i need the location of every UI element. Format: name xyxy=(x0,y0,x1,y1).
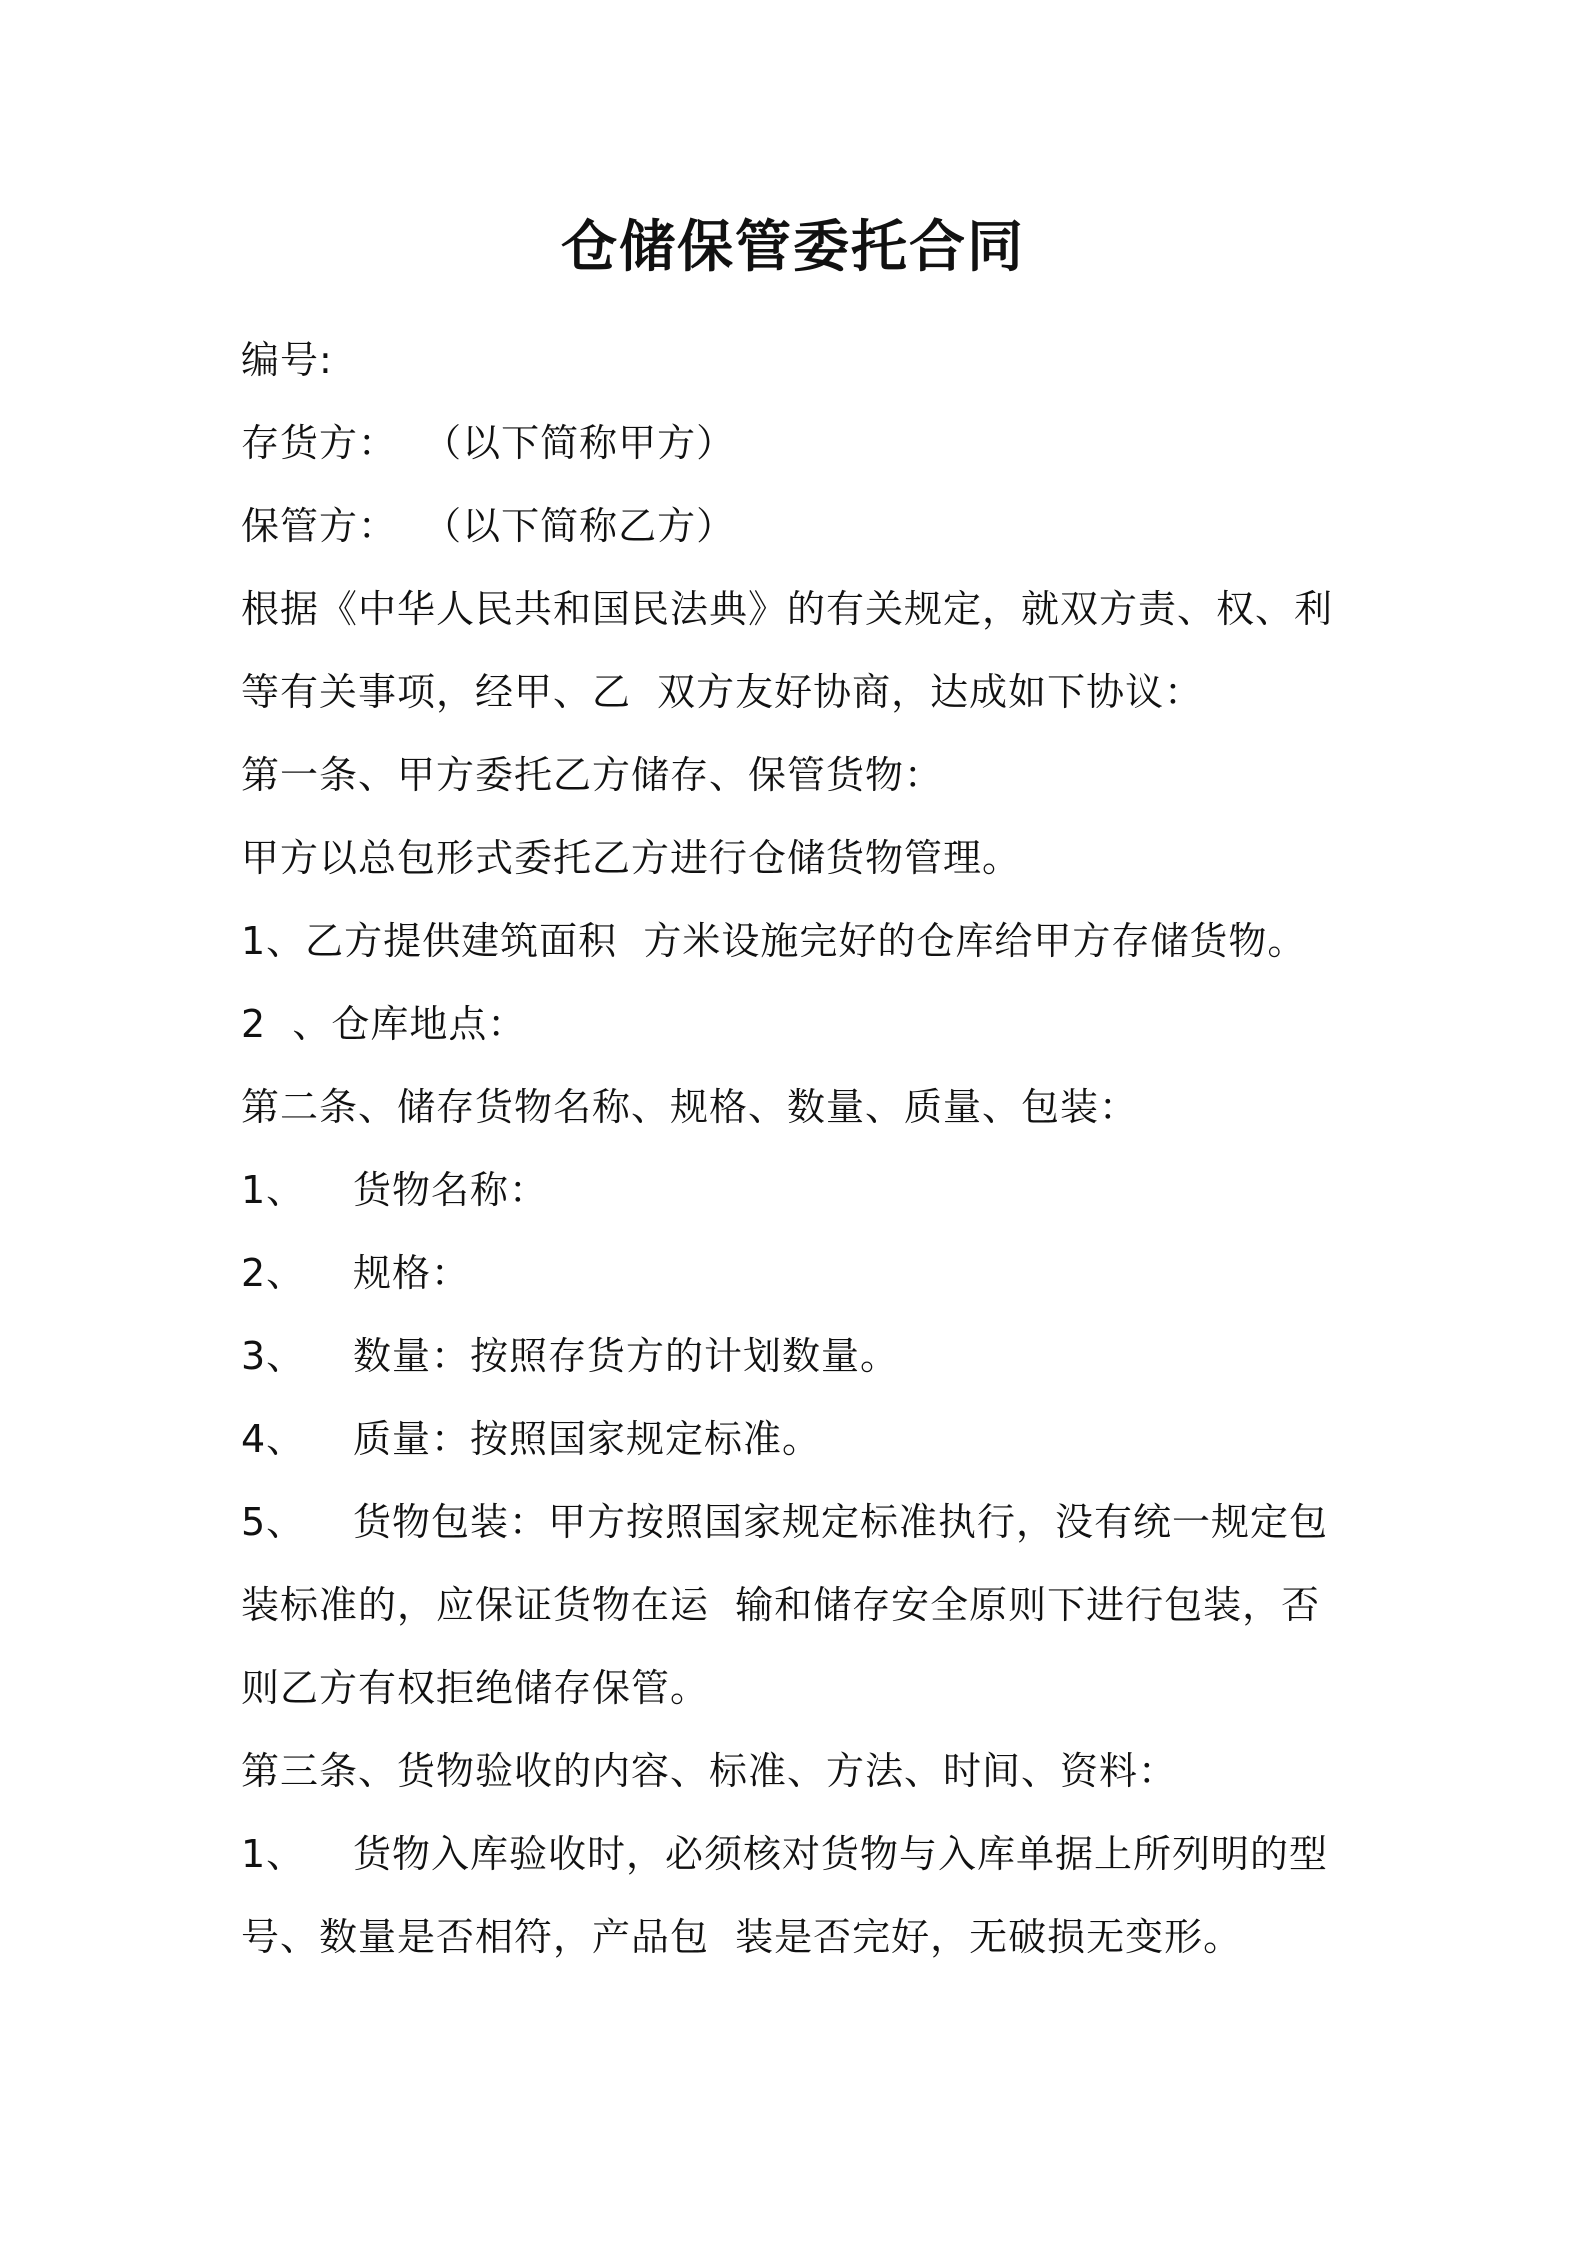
article-2-heading: 第二条、储存货物名称、规格、数量、质量、包装： xyxy=(241,1085,1139,1129)
preamble-line-2: 等有关事项，经甲、乙 双方友好协商，达成如下协议： xyxy=(241,670,1204,714)
list-item-number: 1、 xyxy=(241,1168,306,1212)
article-1-clause-1: 1、乙方提供建筑面积 方米设施完好的仓库给甲方存储货物。 xyxy=(241,919,1307,963)
list-item xyxy=(241,1162,548,1218)
preamble-line-1: 根据《中华人民共和国民法典》的有关规定，就双方责、权、利 xyxy=(241,587,1334,631)
list-item-number: 1、 xyxy=(241,1832,306,1876)
list-item-text: 质量：按照国家规定标准。 xyxy=(353,1417,822,1461)
custodian-line: 保管方： （以下简称乙方） xyxy=(241,504,736,548)
article-1-body: 甲方以总包形式委托乙方进行仓储货物管理。 xyxy=(241,836,1022,880)
list-item-number: 2、 xyxy=(241,1251,306,1295)
list-item-text: 货物名称： xyxy=(353,1168,549,1212)
list-item-number: 4、 xyxy=(241,1417,306,1461)
depositor-line: 存货方： （以下简称甲方） xyxy=(241,421,736,465)
article-1-heading: 第一条、甲方委托乙方储存、保管货物： xyxy=(241,753,944,797)
inspection-continuation: 号、数量是否相符，产品包 装是否完好，无破损无变形。 xyxy=(241,1915,1243,1959)
document-title: 仓储保管委托合同 xyxy=(561,215,1025,280)
article-3-heading: 第三条、货物验收的内容、标准、方法、时间、资料： xyxy=(241,1749,1178,1793)
packaging-continuation-1: 装标准的，应保证货物在运 输和储存安全原则下进行包装，否 xyxy=(241,1583,1321,1627)
list-item-text: 规格： xyxy=(353,1251,471,1295)
list-item-text: 货物包装：甲方按照国家规定标准执行，没有统一规定包 xyxy=(353,1500,1329,1544)
packaging-continuation-2: 则乙方有权拒绝储存保管。 xyxy=(241,1666,710,1710)
list-item xyxy=(241,1245,470,1301)
serial-number-line: 编号: xyxy=(241,338,333,382)
list-item-number: 3、 xyxy=(241,1334,306,1378)
list-item xyxy=(241,1826,1328,1882)
article-1-clause-2: 2 、仓库地点： xyxy=(241,1002,527,1046)
list-item xyxy=(241,1328,899,1384)
list-item xyxy=(241,1494,1328,1550)
list-item-text: 货物入库验收时，必须核对货物与入库单据上所列明的型 xyxy=(353,1832,1329,1876)
list-item xyxy=(241,1411,821,1467)
list-item-text: 数量：按照存货方的计划数量。 xyxy=(353,1334,900,1378)
list-item-number: 5、 xyxy=(241,1500,306,1544)
